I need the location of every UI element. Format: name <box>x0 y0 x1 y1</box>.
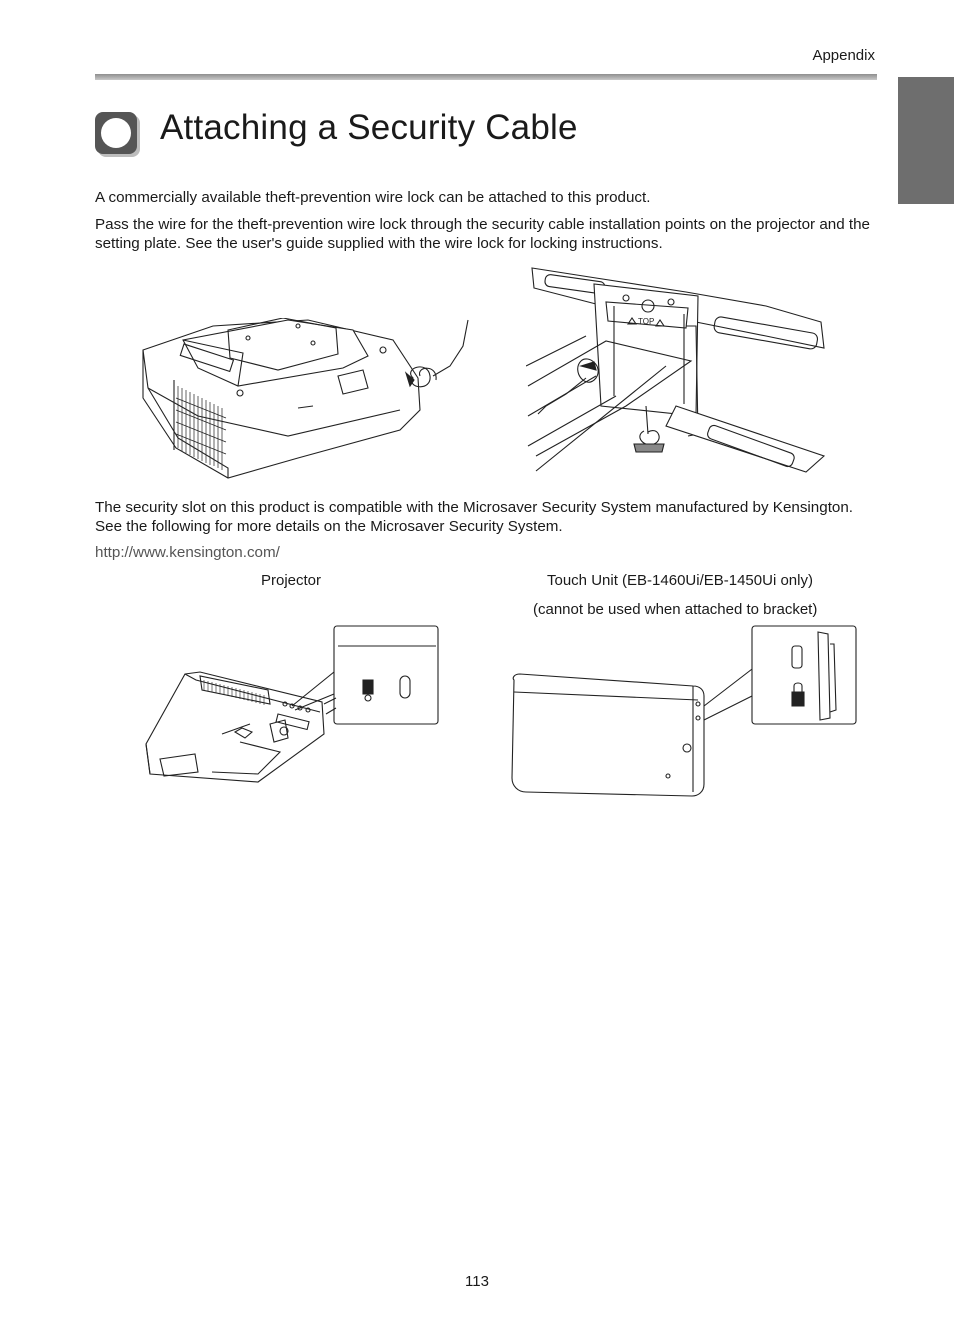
instructions-paragraph: Pass the wire for the theft-prevention wire lock through the security cable installation points on the projector and the setting plate. See the user's guide supplied with the wire lock for locking instructions. <box>95 216 870 252</box>
intro-paragraph: A commercially available theft-prevention wire lock can be attached to this product. <box>95 189 651 206</box>
header-rule <box>95 74 877 80</box>
heading-bullet-icon <box>95 112 137 154</box>
kensington-link[interactable]: http://www.kensington.com/ <box>95 544 280 561</box>
projector-caption: Projector <box>261 572 322 589</box>
chapter-tab <box>898 77 954 204</box>
page-title: Attaching a Security Cable <box>160 108 578 147</box>
touch-unit-caption: Touch Unit (EB-1460Ui/EB-1450Ui only) <box>547 572 813 589</box>
top-mark-label: TOP <box>638 317 655 326</box>
projector-security-slot-figure <box>140 624 442 786</box>
touch-unit-security-slot-figure <box>508 624 860 800</box>
page-number: 113 <box>465 1273 489 1290</box>
section-label: Appendix <box>812 47 875 64</box>
compatibility-paragraph: The security slot on this product is compatible with the Microsaver Security System manufactured by Kensington. See the following for more details on the Microsaver Security System. <box>95 499 854 535</box>
projector-wire-lock-figure <box>138 318 474 483</box>
touch-unit-note: (cannot be used when attached to bracket) <box>533 601 818 618</box>
setting-plate-wire-lock-figure <box>526 266 828 478</box>
